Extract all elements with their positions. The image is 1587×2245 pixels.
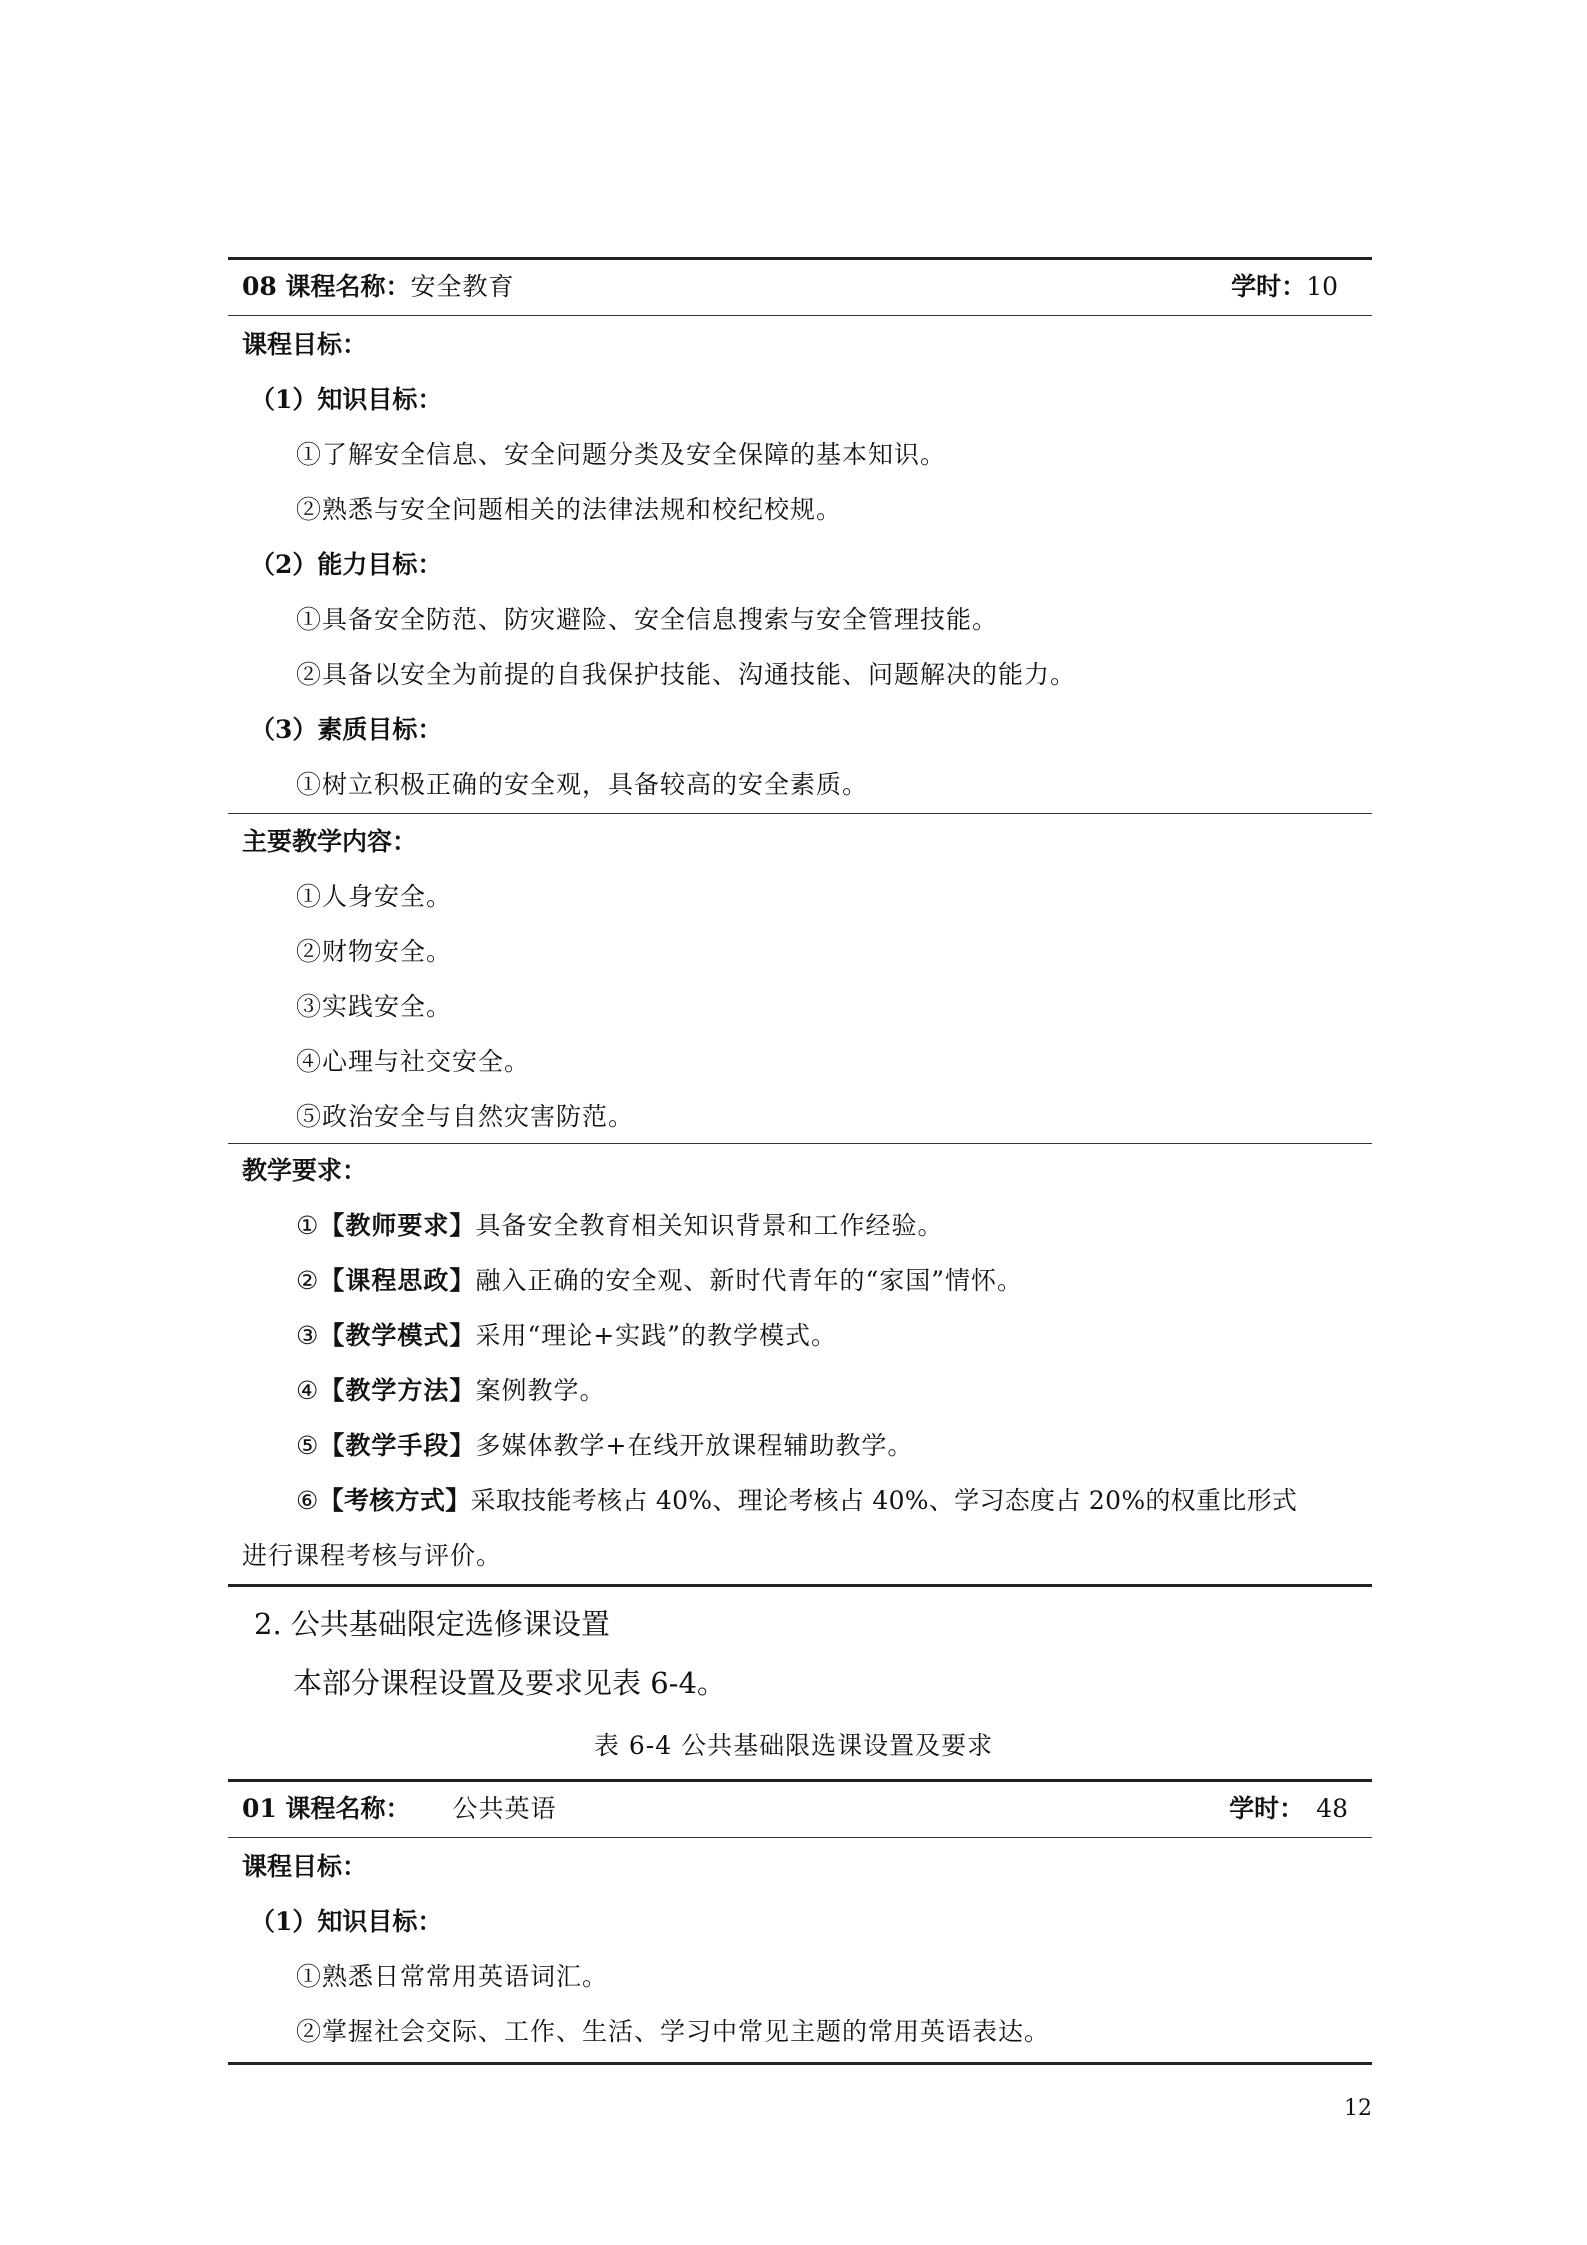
requirement-num: ② (296, 1266, 320, 1295)
requirement-num: ⑥ (296, 1486, 319, 1515)
row-divider (228, 1837, 1372, 1838)
course-01-table (228, 1779, 1372, 2069)
content-item: ①人身安全。 (296, 882, 453, 911)
requirement-num: ⑤ (296, 1431, 320, 1460)
table-caption: 表 6-4 公共基础限选课设置及要求 (593, 1731, 994, 1760)
content-item: ②财物安全。 (296, 937, 453, 966)
requirement-num: ④ (296, 1376, 320, 1405)
course-header-row (228, 259, 1372, 314)
requirement-text: 具备安全教育相关知识背景和工作经验。 (475, 1211, 944, 1240)
table-bottom-rule (228, 1584, 1372, 1587)
requirements-heading: 教学要求： (242, 1156, 368, 1185)
goals-heading: 课程目标： (242, 1852, 368, 1881)
knowledge-item: ②熟悉与安全问题相关的法律法规和校纪校规。 (296, 495, 843, 524)
knowledge-item: ②掌握社会交际、工作、生活、学习中常见主题的常用英语表达。 (296, 2017, 1051, 2046)
requirement-tag: 【考核方式】 (318, 1486, 471, 1515)
course-code-label: 08 课程名称： (242, 272, 411, 301)
knowledge-heading: （1）知识目标： (250, 1907, 443, 1936)
requirement-text: 融入正确的安全观、新时代青年的“家国”情怀。 (475, 1266, 1024, 1295)
ability-item: ①具备安全防范、防灾避险、安全信息搜索与安全管理技能。 (296, 605, 999, 634)
requirement-item (296, 1473, 1297, 1528)
ability-item: ②具备以安全为前提的自我保护技能、沟通技能、问题解决的能力。 (296, 660, 1077, 689)
requirement-tag: 【教学方法】 (319, 1376, 476, 1405)
requirement-item (296, 1363, 605, 1418)
course-08-table (228, 257, 1372, 1587)
requirement-num: ① (296, 1211, 320, 1240)
requirement-tag: 【课程思政】 (319, 1266, 476, 1295)
quality-heading: （3）素质目标： (250, 715, 443, 744)
requirement-continuation: 进行课程考核与评价。 (242, 1541, 503, 1570)
table-bottom-rule (228, 2062, 1372, 2065)
requirement-text: 案例教学。 (475, 1376, 606, 1405)
hours-value: 10 (1306, 272, 1338, 301)
course-name: 公共英语 (452, 1794, 557, 1823)
row-divider (228, 315, 1372, 316)
course-name: 安全教育 (410, 272, 515, 301)
content-item: ③实践安全。 (296, 992, 453, 1021)
hours-value: 48 (1316, 1794, 1348, 1823)
section-title: 2. 公共基础限定选修课设置 (254, 1607, 610, 1641)
course-code-label: 01 课程名称： (242, 1794, 411, 1823)
goals-heading: 课程目标： (242, 330, 368, 359)
hours-label: 学时： (1229, 1794, 1305, 1823)
requirement-item (296, 1253, 1023, 1308)
requirement-item (296, 1418, 913, 1473)
course-hours (1231, 259, 1338, 314)
course-hours (1229, 1781, 1348, 1836)
section-body: 本部分课程设置及要求见表 6-4。 (293, 1666, 726, 1700)
requirement-text: 多媒体教学+在线开放课程辅助教学。 (475, 1431, 914, 1460)
requirement-tag: 【教师要求】 (319, 1211, 476, 1240)
knowledge-item: ①了解安全信息、安全问题分类及安全保障的基本知识。 (296, 440, 947, 469)
ability-heading: （2）能力目标： (250, 550, 443, 579)
requirement-text: 采用“理论+实践”的教学模式。 (475, 1321, 837, 1350)
requirement-item (296, 1308, 837, 1363)
page-number: 12 (1344, 2096, 1372, 2121)
hours-label: 学时： (1231, 272, 1307, 301)
requirement-num: ③ (296, 1321, 320, 1350)
knowledge-item: ①熟悉日常常用英语词汇。 (296, 1962, 609, 1991)
content-item: ⑤政治安全与自然灾害防范。 (296, 1102, 635, 1131)
row-divider (228, 1143, 1372, 1144)
quality-item: ①树立积极正确的安全观，具备较高的安全素质。 (296, 770, 869, 799)
content-item: ④心理与社交安全。 (296, 1047, 531, 1076)
knowledge-heading: （1）知识目标： (250, 385, 443, 414)
content-heading: 主要教学内容： (242, 827, 418, 856)
requirement-text: 采取技能考核占 40%、理论考核占 40%、学习态度占 20%的权重比形式 (470, 1486, 1298, 1515)
requirement-item (296, 1198, 943, 1253)
requirement-tag: 【教学模式】 (319, 1321, 476, 1350)
course-header-row (228, 1781, 1372, 1836)
requirement-tag: 【教学手段】 (319, 1431, 476, 1460)
